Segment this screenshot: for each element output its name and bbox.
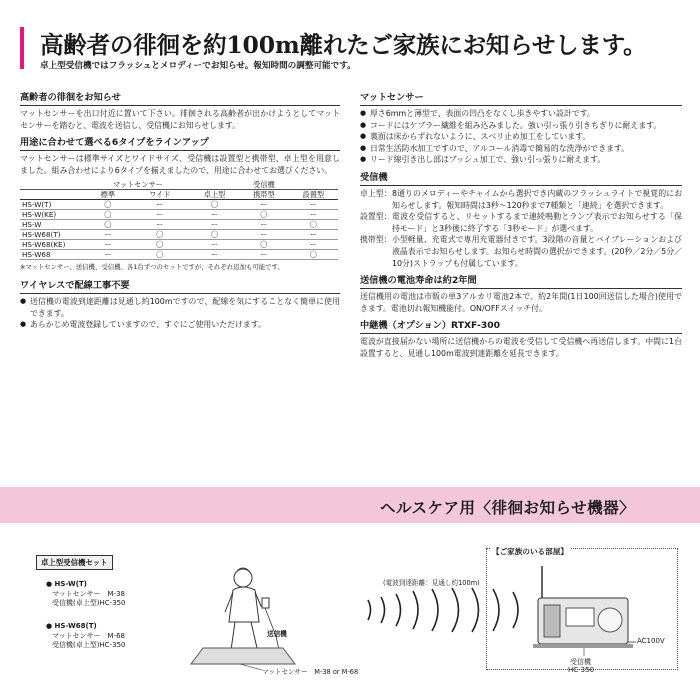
- section-body-alert: マットセンサーを出口付近に置いて下さい。徘徊される高齢者が出かけようとしてマットセンサーを踏むと、電波を送信し、受信機にお知らせします。: [20, 109, 340, 130]
- range-label: (電波到達距離：見通し約100m): [383, 579, 480, 587]
- receiver-label: 受信機: [570, 658, 591, 666]
- table-cell: ー: [239, 230, 288, 240]
- table-cell: 〇: [239, 240, 288, 250]
- model-name: ● HS-W(T): [46, 580, 87, 588]
- receiver-type-desc: 電波を受信すると、リセットするまで連続鳴動とランプ表示でお知らせする「保持モード」と3秒後に終了する「3秒モード」が選べます。: [392, 212, 682, 233]
- bullet-item: ● 送信機の電波到達距離は見通し約100mですので、配線を気にすることなく簡単に使用できます。: [20, 296, 340, 319]
- category-band-title: ヘルスケア用〈徘徊お知らせ機器〉: [380, 499, 636, 517]
- table-subheader: 携帯型: [239, 190, 288, 200]
- section-heading-alert: 高齢者の徘徊をお知らせ: [20, 92, 340, 106]
- table-group-header-mat: マットセンサー: [86, 180, 190, 190]
- receiver-type-term: 設置型：: [360, 212, 392, 222]
- table-cell: ー: [130, 200, 190, 210]
- mat-leader-line: [240, 664, 262, 670]
- table-cell: 〇: [86, 220, 130, 230]
- section-heading-mat: マットセンサー: [360, 92, 682, 106]
- table-cell: ー: [190, 220, 239, 230]
- table-cell: ー: [86, 250, 130, 260]
- table-subheader: 標準: [86, 190, 130, 200]
- section-heading-battery: 送信機の電池寿命は約2年間: [360, 275, 682, 289]
- receiver-type-term: 携帯型：: [360, 235, 392, 245]
- table-cell: 〇: [130, 230, 190, 240]
- table-model-cell: HS-W(KE): [20, 210, 86, 220]
- table-model-cell: HS-W68: [20, 250, 86, 260]
- table-cell: 〇: [239, 210, 288, 220]
- model-name-text: HS-W(T): [54, 580, 87, 588]
- mat-sensor: [191, 648, 295, 664]
- table-model-cell: HS-W68(T): [20, 230, 86, 240]
- table-subheader: 設置型: [289, 190, 338, 200]
- section-heading-wireless: ワイヤレスで配線工事不要: [20, 280, 340, 294]
- section-heading-receiver: 受信機: [360, 172, 682, 186]
- radio-wave-icon: [368, 588, 518, 632]
- table-cell: ー: [289, 230, 338, 240]
- page-title: 高齢者の徘徊を約100m離れたご家族にお知らせします。: [40, 31, 647, 59]
- model-name: ● HS-W68(T): [46, 622, 97, 630]
- table-cell: ー: [289, 210, 338, 220]
- family-room-label: 【ご家族のいる部屋】: [492, 547, 568, 556]
- receiver-type-desc: 小型軽量、充電式で専用充電器付きです。3段階の音量とバイブレーションおよび液晶表示でお知らせします。お知らせ時間の選択ができます。(20秒／2分／5分／10分)ストラップも付属しています。: [392, 235, 682, 268]
- model-block: [46, 580, 126, 609]
- section-heading-lineup: 用途に合わせて選べる6タイプをラインアップ: [20, 137, 340, 151]
- table-cell: ー: [190, 250, 239, 260]
- model-line: 受信機(卓上型)HC-350: [52, 599, 126, 607]
- bullet-item: ● リード線引き出し部はブッシュ加工で、強い引っ張りに耐えます。: [360, 154, 682, 166]
- table-cell: 〇: [86, 210, 130, 220]
- receiver-device: [533, 566, 633, 648]
- table-model-cell: HS-W68(KE): [20, 240, 86, 250]
- model-line: 受信機(卓上型)HC-350: [52, 641, 126, 649]
- mat-label: マットセンサー M-38 or M-68: [262, 668, 359, 676]
- bullet-item: ● コードにはケブラー繊維を組み込みました。強い引っ張り引きちぎりに耐えます。: [360, 120, 682, 132]
- model-line: マットセンサー M-38: [52, 589, 125, 598]
- bullet-item: ● あらかじめ電波登録していますので、すぐにご使用いただけます。: [20, 319, 340, 331]
- page-subtitle: 卓上型受信機ではフラッシュとメロディーでお知らせ。報知時間の調整可能です。: [40, 61, 356, 71]
- section-body-battery: 送信機用の電池は市販の単3アルカリ電池2本で、約2年間(1日100回送信した場合)使用できます。電池切れ報知機能付。ON/OFFスイッチ付。: [360, 292, 682, 313]
- table-note: ※マットセンサー、送信機、受信機、各1台ずつのセットですが、それぞれ追加も可能です。: [20, 263, 284, 272]
- table-cell: ー: [239, 220, 288, 230]
- set-label: 卓上型受信機セット: [36, 555, 113, 570]
- table-cell: ー: [130, 210, 190, 220]
- table-cell: ー: [86, 240, 130, 250]
- table-cell: ー: [239, 250, 288, 260]
- table-cell: ー: [190, 210, 239, 220]
- table-cell: 〇: [190, 230, 239, 240]
- section-body-relay: 電波が直接届かない場所に送信機からの電波を受信して受信機へ再送信します。中間に1台設置すると、見通し100m電波到達距離を延長できます。: [360, 337, 682, 358]
- table-cell: 〇: [130, 240, 190, 250]
- table-cell: 〇: [289, 220, 338, 230]
- bullet-item: ● 厚さ6mmと薄型で、表面の凹凸をなくし歩きやすい設計です。: [360, 108, 682, 120]
- table-cell: 〇: [86, 200, 130, 210]
- bullet-item: ● 裏面は床からずれないように、スベリ止め加工をしています。: [360, 131, 682, 143]
- table-cell: ー: [130, 220, 190, 230]
- power-label: AC100V: [637, 637, 665, 645]
- table-cell: ー: [289, 200, 338, 210]
- table-cell: ー: [289, 240, 338, 250]
- table-cell: ー: [239, 200, 288, 210]
- table-subheader: 卓上型: [190, 190, 239, 200]
- bullet-item: ● 日常生活防水加工ですので、アルコール消毒で簡易的な洗浄ができます。: [360, 143, 682, 155]
- transmitter-device: [262, 598, 269, 608]
- table-subheader: ワイド: [130, 190, 190, 200]
- transmitter-label: 送信機: [267, 630, 287, 638]
- elderly-person-illustration: [223, 568, 267, 652]
- receiver-model-label: HC-350: [568, 666, 595, 674]
- section-body-lineup: マットセンサーは標準サイズとワイドサイズ、受信機は設置型と携帯型、卓上型を用意しました。組み合わせにより6タイプを揃えましたので、用途に合わせてお選びください。: [20, 154, 340, 175]
- table-model-cell: HS-W(T): [20, 200, 86, 210]
- table-cell: ー: [86, 230, 130, 240]
- model-block: [46, 622, 126, 651]
- table-cell: 〇: [130, 250, 190, 260]
- table-cell: 〇: [190, 200, 239, 210]
- section-heading-relay: 中継機（オプション）RTXF-300: [360, 320, 682, 334]
- model-line: マットセンサー M-68: [52, 631, 125, 640]
- receiver-type-desc: 8通りのメロディーやチャイムから選択でき内蔵のフラッシュライトで視覚的にお知らせします。報知時間は3秒～120秒まで7種類と「連続」を選択できます。: [392, 188, 682, 210]
- table-cell: 〇: [289, 250, 338, 260]
- model-name-text: HS-W68(T): [54, 622, 97, 630]
- table-group-header-receiver: 受信機: [190, 180, 338, 190]
- table-cell: ー: [190, 240, 239, 250]
- table-model-cell: HS-W: [20, 220, 86, 230]
- receiver-type-term: 卓上型：: [360, 188, 392, 198]
